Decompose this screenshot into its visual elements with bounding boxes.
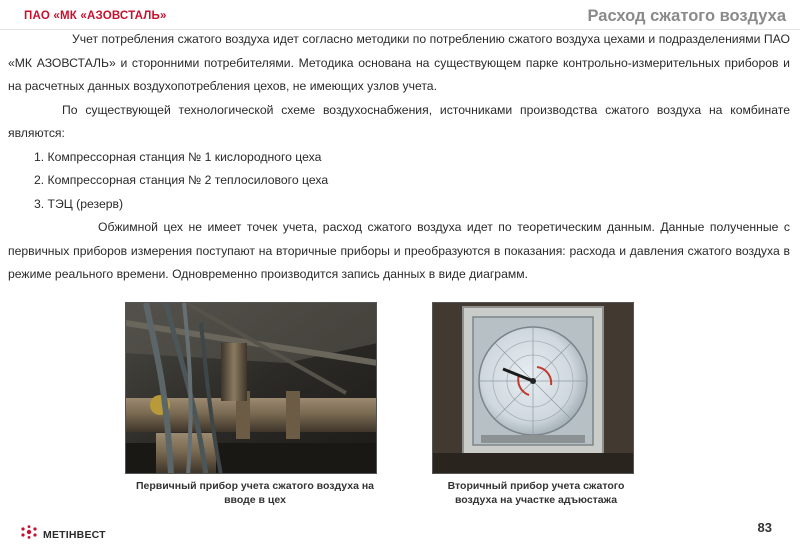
logo-text: МЕТІНВЕСТ (43, 528, 106, 541)
list-item: 2. Компрессорная станция № 2 теплосилового цеха (34, 173, 329, 187)
right-photo-caption: Вторичный прибор учета сжатого воздуха на участке адъюстажа (447, 480, 625, 506)
body-text (8, 28, 790, 287)
list-item: 3. ТЭЦ (резерв) (34, 196, 124, 211)
primary-meter-photo (125, 302, 377, 474)
secondary-meter-photo (432, 302, 634, 474)
paragraph-methodology: Учет потребления сжатого воздуха идет согласно методики по потреблению сжатого воздуха цехами и подразделениями ПАО «МК АЗОВСТАЛЬ» и сторонними потребителями. Методика основана на существующем парке контрольно-измерительных приборов и на расчетных данных воздухопотребления цехов, не имеющих узлов учета. (8, 32, 790, 93)
slide-title: Расход сжатого воздуха (587, 7, 786, 25)
paragraph-sources: По существующей технологической схеме воздухоснабжения, источниками производства сжатого воздуха на комбинате являются: (8, 102, 790, 140)
organization-name: ПАО «МК «АЗОВСТАЛЬ» (24, 10, 167, 22)
paragraph-metering: Обжимной цех не имеет точек учета, расход сжатого воздуха идет по теоретическим данным. Данные полученные с первичных приборов измерения поступают на вторичные приборы и преобразуются в показания: расхода и давления сжатого воздуха в режиме реального времени. Одновременно производится запись данных в виде диаграмм. (8, 220, 790, 281)
metinvest-logo-icon (20, 525, 38, 544)
left-photo-caption: Первичный прибор учета сжатого воздуха на вводе в цех (135, 480, 375, 506)
page-number: 83 (757, 520, 772, 535)
metinvest-logo (20, 525, 106, 544)
list-item: 1. Компрессорная станция № 1 кислородного цеха (34, 149, 322, 164)
